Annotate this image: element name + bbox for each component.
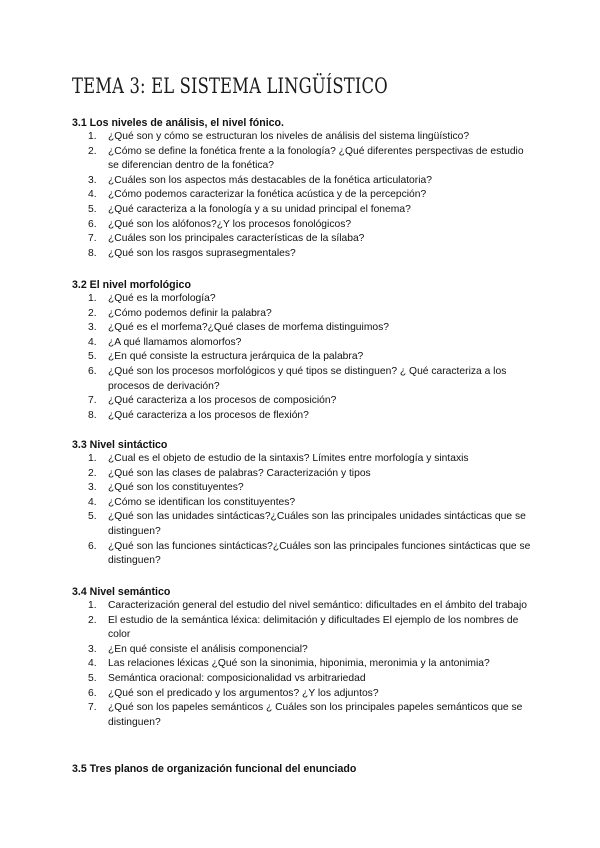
list-item: 7. ¿Qué caracteriza a los procesos de composición? bbox=[88, 395, 337, 407]
question-list bbox=[72, 130, 532, 261]
list-item: 3. ¿En qué consiste el análisis componencial? bbox=[88, 643, 308, 655]
list-item: 1. ¿Qué es la morfología? bbox=[88, 293, 216, 304]
list-item: 4. Las relaciones léxicas ¿Qué son la sinonimia, hiponimia, meronimia y la antonimia? bbox=[88, 658, 490, 670]
list-item: 5. ¿Qué son las unidades sintácticas?¿Cuáles son las principales unidades sintácticas que se distinguen? bbox=[88, 511, 526, 537]
list-item: 3. ¿Cuáles son los aspectos más destacables de la fonética articulatoria? bbox=[88, 174, 432, 186]
list-item: 8. ¿Qué son los rasgos suprasegmentales? bbox=[88, 247, 296, 259]
list-item: 4. ¿Cómo podemos caracterizar la fonética acústica y de la percepción? bbox=[88, 189, 427, 201]
list-item: 1. ¿Qué son y cómo se estructuran los niveles de análisis del sistema lingüístico? bbox=[88, 131, 470, 142]
list-item: 6. ¿Qué son los procesos morfológicos y qué tipos se distinguen? ¿ Qué caracteriza a los procesos de derivación? bbox=[88, 365, 507, 392]
section-heading: 3.4 Nivel semántico bbox=[72, 586, 171, 598]
list-item: 4. ¿Cómo se identifican los constituyentes? bbox=[88, 496, 296, 508]
list-item: 5. Semántica oracional: composicionalidad vs arbitrariedad bbox=[88, 672, 366, 684]
section-3-5 bbox=[72, 762, 532, 776]
list-item: 6. ¿Qué son las funciones sintácticas?¿Cuáles son las principales funciones sintácticas que se distinguen? bbox=[88, 540, 531, 567]
section-3-4 bbox=[72, 585, 532, 730]
page-title: TEMA 3: EL SISTEMA LINGÜÍSTICO bbox=[72, 74, 388, 98]
list-item: 3. ¿Qué son los constituyentes? bbox=[88, 482, 244, 494]
section-heading: 3.3 Nivel sintáctico bbox=[72, 439, 168, 451]
question-list bbox=[72, 599, 532, 730]
list-item: 5. ¿En qué consiste la estructura jerárquica de la palabra? bbox=[88, 351, 364, 363]
section-heading: 3.5 Tres planos de organización funcional del enunciado bbox=[72, 763, 357, 775]
list-item: 7. ¿Cuáles son los principales características de la sílaba? bbox=[88, 233, 365, 245]
list-item: 2. ¿Cómo podemos definir la palabra? bbox=[88, 307, 272, 319]
list-item: 7. ¿Qué son los papeles semánticos ¿ Cuáles son los principales papeles semánticos que se distinguen? bbox=[88, 702, 523, 728]
list-item: 5. ¿Qué caracteriza a la fonología y a su unidad principal el fonema? bbox=[88, 203, 411, 215]
list-item: 3. ¿Qué es el morfema?¿Qué clases de morfema distinguimos? bbox=[88, 322, 389, 334]
list-item: 6. ¿Qué son el predicado y los argumentos? ¿Y los adjuntos? bbox=[88, 687, 379, 699]
section-3-1 bbox=[72, 116, 532, 261]
list-item: 6. ¿Qué son los alófonos?¿Y los procesos fonológicos? bbox=[88, 218, 352, 230]
section-heading: 3.2 El nivel morfológico bbox=[72, 279, 191, 291]
list-item: 8. ¿Qué caracteriza a los procesos de flexión? bbox=[88, 409, 309, 421]
list-item: 2. El estudio de la semántica léxica: delimitación y dificultades El ejemplo de los nombres de color bbox=[88, 614, 519, 641]
list-item: 2. ¿Qué son las clases de palabras? Caracterización y tipos bbox=[88, 467, 371, 479]
question-list bbox=[72, 292, 532, 423]
section-3-2 bbox=[72, 278, 532, 423]
list-item: 1. ¿Cual es el objeto de estudio de la sintaxis? Límites entre morfología y sintaxis bbox=[88, 453, 469, 464]
list-item: 4. ¿A qué llamamos alomorfos? bbox=[88, 336, 242, 348]
section-heading: 3.1 Los niveles de análisis, el nivel fónico. bbox=[72, 117, 284, 129]
list-item: 1. Caracterización general del estudio del nivel semántico: dificultades en el ámbito del trabajo bbox=[88, 600, 527, 611]
list-item: 2. ¿Cómo se define la fonética frente a la fonología? ¿Qué diferentes perspectivas de estudio se diferencian dentro de la fonética? bbox=[88, 145, 524, 172]
section-3-3 bbox=[72, 438, 532, 569]
question-list bbox=[72, 452, 532, 569]
